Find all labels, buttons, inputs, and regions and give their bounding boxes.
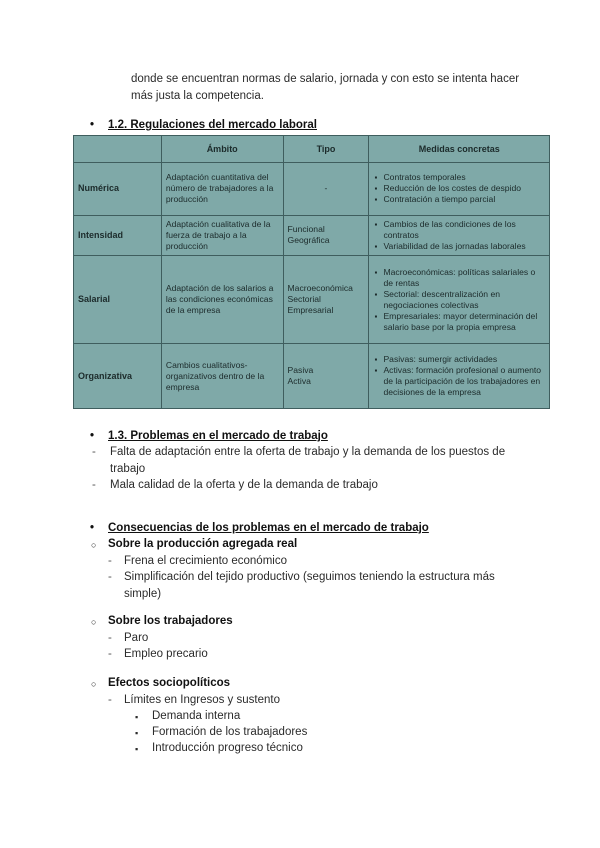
row-header: Numérica <box>74 163 162 215</box>
section-heading-problemas <box>90 430 328 442</box>
square-bullet-icon: ▪ <box>135 744 139 754</box>
list-item: ▪ Macroeconómicas: políticas salariales o de rentas <box>383 267 545 289</box>
subheading-trabajadores: ○ Sobre los trabajadores <box>91 615 233 627</box>
list-item: ▪ Contratación a tiempo parcial <box>383 194 545 205</box>
dash-icon: - <box>108 648 112 660</box>
circle-bullet-icon: ○ <box>91 679 97 689</box>
tipo-cell: Pasiva Activa <box>283 344 369 409</box>
document-page: donde se encuentran normas de salario, jornada y con esto se intenta hacer más justa la competencia. • 1.2. Regulaciones del mercado laboral Ámbito Tipo Medidas concretas Numérica Adaptación cuantitativa del número de trabajadores a la producción - ▪ Contratos temporales ▪ Reducción de los costes de despido ▪ Contratación a tiempo parcial Intensidad Adaptación cualitativa de la fuerza de trabajo a la producción Funcional Geográfica ▪ Cambios de las condiciones de los contratos ▪ Variabilidad de las jornadas laborales Salarial Adaptación de los salarios a las condiciones económicas de la empresa Macroeconómica Sectorial Empresarial ▪ Macroeconómicas: políticas salariales o de rentas ▪ Sectorial: descentralización en negociaciones colectivas ▪ Empresariales: mayor determinación del salario base por la propia empresa Organizativa Cambios cualitativos-organizativos dentro de la empresa Pasiva Activa ▪ Pasivas: sumergir actividades ▪ Activas: formación profesional o aumento de la participación de los trabajadores en decisiones de la empresa • 1.3. Problemas en el mercado de trabajo - Falta de adaptación entre la oferta de trabajo y la demanda de los puestos de trabajo - Mala calidad de la oferta y de la demanda de trabajo • Consecuencias de los problemas en el mercado de trabajo ○ Sobre la producción agregada real - Frena el crecimiento económico - Simplificación del tejido productivo (seguimos teniendo la estructura más simple) ○ Sobre los trabajadores - Paro - Empleo precario ○ Efectos sociopolíticos - Límites en Ingresos y sustento ▪ Demanda interna ▪ Formación de los trabajadores ▪ Introducción progreso técnico <box>0 0 600 848</box>
ambito-cell: Adaptación de los salarios a las condiciones económicas de la empresa <box>161 255 283 344</box>
medidas-cell <box>369 215 550 255</box>
list-item: - Empleo precario <box>124 646 208 663</box>
list-item: - Paro <box>124 630 148 647</box>
section-heading-consecuencias <box>90 522 429 534</box>
row-header: Intensidad <box>74 215 162 255</box>
ambito-cell: Cambios cualitativos-organizativos dentro de la empresa <box>161 344 283 409</box>
dash-icon: - <box>108 555 112 567</box>
tipo-cell: Macroeconómica Sectorial Empresarial <box>283 255 369 344</box>
square-bullet-icon: ▪ <box>135 712 139 722</box>
list-item: ▪ Cambios de las condiciones de los contratos <box>383 219 545 241</box>
dash-icon: - <box>108 571 112 583</box>
section-title: 1.3. Problemas en el mercado de trabajo <box>108 430 328 442</box>
bullet-icon: • <box>90 119 95 131</box>
table-header-cell: Medidas concretas <box>369 136 550 163</box>
list-item: ▪ Pasivas: sumergir actividades <box>383 354 545 365</box>
list-item: - Frena el crecimiento económico <box>124 553 524 570</box>
table-header-cell <box>74 136 162 163</box>
medidas-cell <box>369 163 550 215</box>
table-row <box>74 215 550 255</box>
list-item: ▪ Empresariales: mayor determinación del salario base por la propia empresa <box>383 311 545 333</box>
section-title: 1.2. Regulaciones del mercado laboral <box>108 119 317 131</box>
section-heading-regulaciones <box>90 119 317 131</box>
list-item: ▪ Contratos temporales <box>383 172 545 183</box>
dash-icon: - <box>108 694 112 706</box>
bullet-icon: • <box>90 430 95 442</box>
section-title: Consecuencias de los problemas en el mercado de trabajo <box>108 522 429 534</box>
dash-icon: - <box>92 479 96 491</box>
list-item: ▪ Demanda interna <box>152 708 240 725</box>
dash-icon: - <box>92 446 96 458</box>
tipo-cell: Funcional Geográfica <box>283 215 369 255</box>
table-row <box>74 163 550 215</box>
bullet-icon: • <box>90 522 95 534</box>
row-header: Salarial <box>74 255 162 344</box>
circle-bullet-icon: ○ <box>91 540 97 550</box>
medidas-cell <box>369 255 550 344</box>
subheading-sociopoliticos: ○ Efectos sociopolíticos <box>91 677 231 689</box>
dash-icon: - <box>108 632 112 644</box>
list-item: ▪ Sectorial: descentralización en negociaciones colectivas <box>383 289 545 311</box>
table-row <box>74 255 550 344</box>
intro-paragraph: donde se encuentran normas de salario, jornada y con esto se intenta hacer más justa la competencia. <box>131 73 520 102</box>
table-row <box>74 344 550 409</box>
list-item: ▪ Introducción progreso técnico <box>152 740 303 757</box>
list-item: ▪ Reducción de los costes de despido <box>383 183 545 194</box>
table-header-row <box>74 136 550 163</box>
regulaciones-table <box>73 135 550 409</box>
row-header: Organizativa <box>74 344 162 409</box>
square-bullet-icon: ▪ <box>135 728 139 738</box>
list-item: ▪ Formación de los trabajadores <box>152 724 307 741</box>
ambito-cell: Adaptación cuantitativa del número de trabajadores a la producción <box>161 163 283 215</box>
list-item: ▪ Activas: formación profesional o aumento de la participación de los trabajadores en decisiones de la empresa <box>383 365 545 398</box>
list-item: - Límites en Ingresos y sustento <box>124 692 280 709</box>
circle-bullet-icon: ○ <box>91 617 97 627</box>
table-header-cell: Ámbito <box>161 136 283 163</box>
list-item: ▪ Variabilidad de las jornadas laborales <box>383 241 545 252</box>
subheading-produccion: ○ Sobre la producción agregada real <box>91 538 298 550</box>
ambito-cell: Adaptación cualitativa de la fuerza de trabajo a la producción <box>161 215 283 255</box>
tipo-cell: - <box>283 163 369 215</box>
list-item: - Simplificación del tejido productivo (seguimos teniendo la estructura más simple) <box>108 571 495 600</box>
medidas-cell <box>369 344 550 409</box>
table-header-cell: Tipo <box>283 136 369 163</box>
